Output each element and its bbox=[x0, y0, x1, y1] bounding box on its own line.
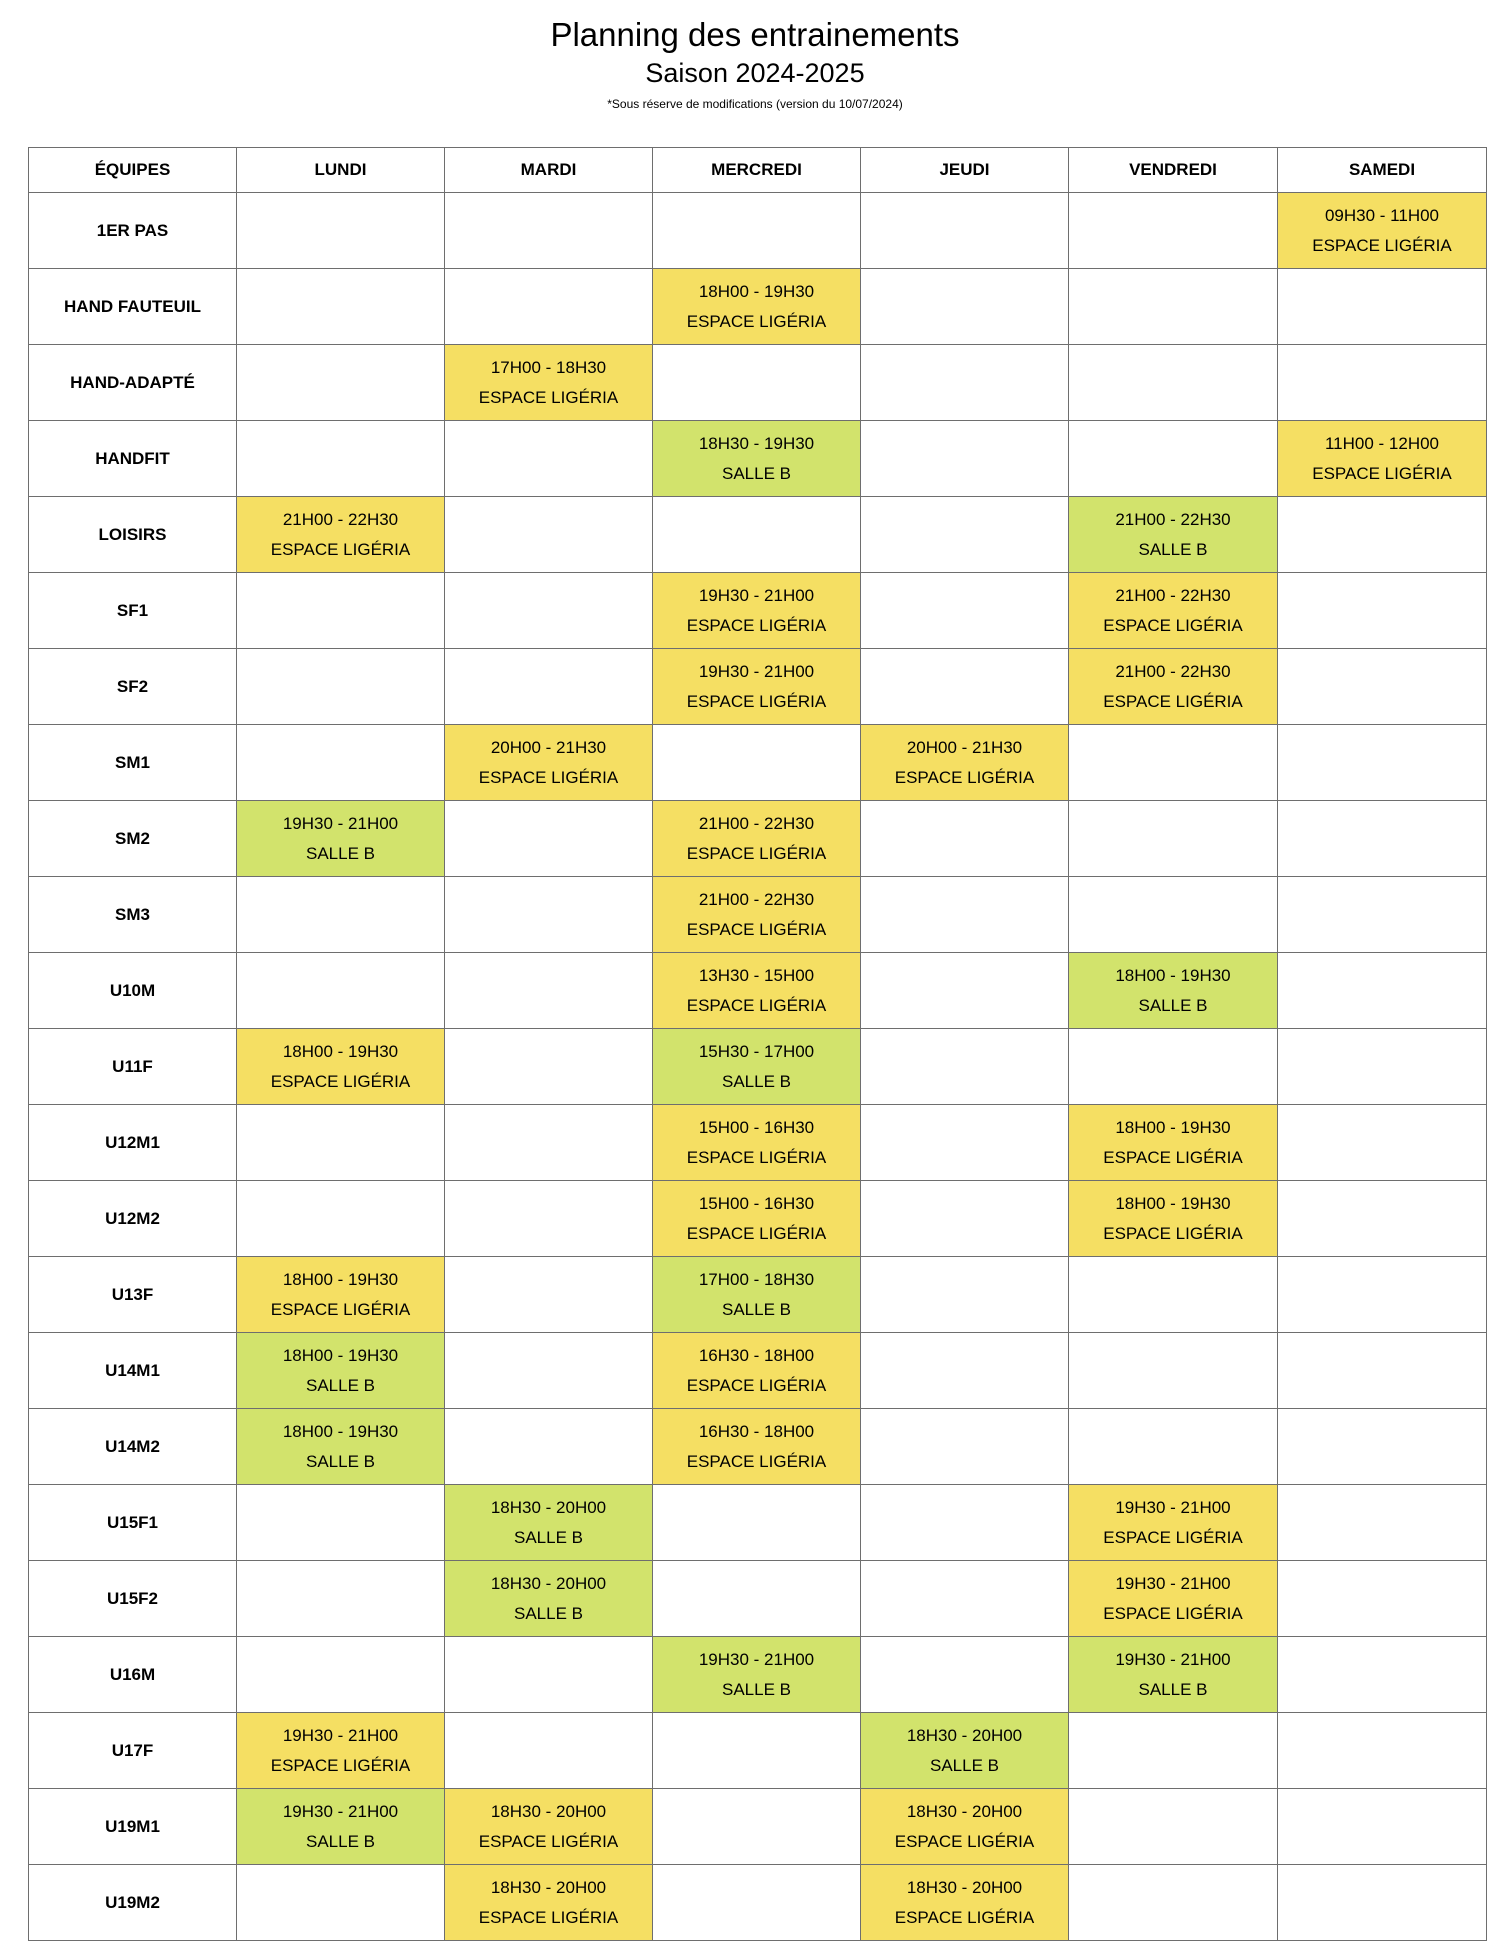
slot-place: SALLE B bbox=[722, 1071, 791, 1091]
training-slot-monday bbox=[237, 1257, 445, 1333]
table-row bbox=[29, 877, 1487, 953]
slot-time: 19H30 - 21H00 bbox=[1115, 1497, 1231, 1517]
slot-time: 21H00 - 22H30 bbox=[698, 813, 815, 833]
slot-time: 09H30 - 11H00 bbox=[1324, 205, 1440, 225]
slot-place: ESPACE LIGÉRIA bbox=[686, 691, 827, 711]
slot-time: 21H00 - 22H30 bbox=[1115, 509, 1231, 529]
empty-cell bbox=[237, 1485, 445, 1561]
slot-time: 18H00 - 19H30 bbox=[282, 1345, 399, 1365]
training-slot-wednesday bbox=[653, 269, 861, 345]
empty-cell bbox=[653, 1561, 861, 1637]
slot-time: 18H00 - 19H30 bbox=[282, 1269, 399, 1289]
training-slot-wednesday bbox=[653, 1333, 861, 1409]
slot-place: SALLE B bbox=[930, 1755, 999, 1775]
empty-cell bbox=[237, 725, 445, 801]
training-slot-wednesday bbox=[653, 953, 861, 1029]
slot-place: ESPACE LIGÉRIA bbox=[686, 1451, 827, 1471]
empty-cell bbox=[861, 1181, 1069, 1257]
empty-cell bbox=[1278, 269, 1487, 345]
team-name: SF1 bbox=[29, 573, 237, 649]
slot-place: ESPACE LIGÉRIA bbox=[270, 1071, 411, 1091]
empty-cell bbox=[1278, 1637, 1487, 1713]
training-slot-saturday bbox=[1278, 421, 1487, 497]
team-name: U12M2 bbox=[29, 1181, 237, 1257]
empty-cell bbox=[1069, 1333, 1278, 1409]
empty-cell bbox=[1278, 1105, 1487, 1181]
empty-cell bbox=[861, 269, 1069, 345]
slot-time: 17H00 - 18H30 bbox=[490, 357, 607, 377]
slot-time: 19H30 - 21H00 bbox=[1115, 1649, 1231, 1669]
table-row bbox=[29, 345, 1487, 421]
table-row bbox=[29, 1333, 1487, 1409]
slot-time: 16H30 - 18H00 bbox=[698, 1345, 815, 1365]
empty-cell bbox=[445, 1637, 653, 1713]
training-slot-friday bbox=[1069, 1637, 1278, 1713]
team-name: U16M bbox=[29, 1637, 237, 1713]
training-slot-wednesday bbox=[653, 421, 861, 497]
column-header-friday: VENDREDI bbox=[1069, 148, 1278, 193]
training-slot-tuesday bbox=[445, 345, 653, 421]
training-slot-monday bbox=[237, 1029, 445, 1105]
slot-place: ESPACE LIGÉRIA bbox=[686, 311, 827, 331]
table-row bbox=[29, 1409, 1487, 1485]
training-slot-monday bbox=[237, 1713, 445, 1789]
disclaimer-note: *Sous réserve de modifications (version du 10/07/2024) bbox=[607, 97, 903, 111]
empty-cell bbox=[1069, 725, 1278, 801]
page-subtitle: Saison 2024-2025 bbox=[645, 58, 865, 88]
table-row bbox=[29, 1561, 1487, 1637]
column-header-thursday: JEUDI bbox=[861, 148, 1069, 193]
training-slot-wednesday bbox=[653, 573, 861, 649]
empty-cell bbox=[1278, 649, 1487, 725]
empty-cell bbox=[1069, 345, 1278, 421]
training-slot-thursday bbox=[861, 1865, 1069, 1941]
empty-cell bbox=[861, 345, 1069, 421]
empty-cell bbox=[1278, 877, 1487, 953]
slot-time: 18H00 - 19H30 bbox=[698, 281, 815, 301]
column-header-teams: ÉQUIPES bbox=[29, 148, 237, 193]
empty-cell bbox=[653, 1713, 861, 1789]
slot-place: SALLE B bbox=[306, 1375, 375, 1395]
training-slot-monday bbox=[237, 1789, 445, 1865]
empty-cell bbox=[1069, 1789, 1278, 1865]
empty-cell bbox=[445, 269, 653, 345]
slot-place: SALLE B bbox=[1138, 995, 1208, 1015]
empty-cell bbox=[861, 421, 1069, 497]
training-slot-wednesday bbox=[653, 1029, 861, 1105]
empty-cell bbox=[237, 1637, 445, 1713]
slot-time: 15H00 - 16H30 bbox=[698, 1193, 815, 1213]
slot-place: SALLE B bbox=[306, 843, 375, 863]
slot-place: ESPACE LIGÉRIA bbox=[1103, 1147, 1243, 1167]
slot-place: ESPACE LIGÉRIA bbox=[686, 919, 827, 939]
team-name: U11F bbox=[29, 1029, 237, 1105]
slot-place: ESPACE LIGÉRIA bbox=[270, 539, 411, 559]
empty-cell bbox=[1278, 1789, 1487, 1865]
table-row bbox=[29, 573, 1487, 649]
team-name: SM1 bbox=[29, 725, 237, 801]
training-slot-wednesday bbox=[653, 877, 861, 953]
slot-time: 19H30 - 21H00 bbox=[282, 1801, 399, 1821]
empty-cell bbox=[1278, 345, 1487, 421]
training-slot-tuesday bbox=[445, 1789, 653, 1865]
empty-cell bbox=[1069, 1257, 1278, 1333]
training-slot-friday bbox=[1069, 1181, 1278, 1257]
slot-time: 21H00 - 22H30 bbox=[1115, 585, 1231, 605]
empty-cell bbox=[861, 649, 1069, 725]
team-name: U14M1 bbox=[29, 1333, 237, 1409]
training-slot-saturday bbox=[1278, 193, 1487, 269]
training-slot-thursday bbox=[861, 1789, 1069, 1865]
team-name: HAND FAUTEUIL bbox=[29, 269, 237, 345]
empty-cell bbox=[445, 1257, 653, 1333]
header-row bbox=[29, 148, 1487, 193]
table-row bbox=[29, 1713, 1487, 1789]
slot-time: 18H00 - 19H30 bbox=[282, 1421, 399, 1441]
slot-time: 17H00 - 18H30 bbox=[698, 1269, 815, 1289]
schedule-body bbox=[29, 193, 1487, 1941]
slot-time: 18H00 - 19H30 bbox=[282, 1041, 399, 1061]
slot-time: 18H30 - 20H00 bbox=[490, 1801, 607, 1821]
slot-time: 19H30 - 21H00 bbox=[1115, 1573, 1231, 1593]
empty-cell bbox=[1278, 1713, 1487, 1789]
empty-cell bbox=[1069, 421, 1278, 497]
slot-time: 18H00 - 19H30 bbox=[1115, 1117, 1231, 1137]
column-header-wednesday: MERCREDI bbox=[653, 148, 861, 193]
empty-cell bbox=[445, 1409, 653, 1485]
slot-time: 21H00 - 22H30 bbox=[1115, 661, 1231, 681]
table-row bbox=[29, 1789, 1487, 1865]
empty-cell bbox=[237, 421, 445, 497]
empty-cell bbox=[861, 801, 1069, 877]
team-name: HAND-ADAPTÉ bbox=[29, 345, 237, 421]
slot-place: ESPACE LIGÉRIA bbox=[270, 1299, 411, 1319]
team-name: U12M1 bbox=[29, 1105, 237, 1181]
team-name: U19M1 bbox=[29, 1789, 237, 1865]
slot-time: 18H30 - 20H00 bbox=[490, 1573, 607, 1593]
training-slot-wednesday bbox=[653, 801, 861, 877]
slot-place: ESPACE LIGÉRIA bbox=[1312, 463, 1452, 483]
slot-place: ESPACE LIGÉRIA bbox=[478, 1907, 619, 1927]
empty-cell bbox=[237, 1561, 445, 1637]
slot-place: ESPACE LIGÉRIA bbox=[686, 1223, 827, 1243]
column-header-tuesday: MARDI bbox=[445, 148, 653, 193]
empty-cell bbox=[237, 1105, 445, 1181]
slot-time: 19H30 - 21H00 bbox=[282, 813, 399, 833]
team-name: 1ER PAS bbox=[29, 193, 237, 269]
table-row bbox=[29, 1865, 1487, 1941]
empty-cell bbox=[445, 193, 653, 269]
column-header-saturday: SAMEDI bbox=[1278, 148, 1487, 193]
slot-place: ESPACE LIGÉRIA bbox=[1103, 1223, 1243, 1243]
empty-cell bbox=[1278, 1181, 1487, 1257]
team-name: U14M2 bbox=[29, 1409, 237, 1485]
team-name: U15F1 bbox=[29, 1485, 237, 1561]
empty-cell bbox=[237, 573, 445, 649]
empty-cell bbox=[237, 1181, 445, 1257]
empty-cell bbox=[1278, 1485, 1487, 1561]
slot-time: 21H00 - 22H30 bbox=[698, 889, 815, 909]
empty-cell bbox=[861, 1105, 1069, 1181]
slot-time: 16H30 - 18H00 bbox=[698, 1421, 815, 1441]
team-name: U13F bbox=[29, 1257, 237, 1333]
slot-place: ESPACE LIGÉRIA bbox=[478, 1831, 619, 1851]
empty-cell bbox=[237, 953, 445, 1029]
slot-place: ESPACE LIGÉRIA bbox=[686, 843, 827, 863]
page-title: Planning des entrainements bbox=[550, 16, 960, 53]
empty-cell bbox=[861, 1257, 1069, 1333]
column-header-monday: LUNDI bbox=[237, 148, 445, 193]
empty-cell bbox=[1069, 1409, 1278, 1485]
empty-cell bbox=[861, 497, 1069, 573]
empty-cell bbox=[1278, 1333, 1487, 1409]
slot-place: ESPACE LIGÉRIA bbox=[686, 615, 827, 635]
table-row bbox=[29, 725, 1487, 801]
empty-cell bbox=[861, 1561, 1069, 1637]
slot-time: 18H30 - 20H00 bbox=[490, 1877, 607, 1897]
slot-place: ESPACE LIGÉRIA bbox=[1103, 691, 1243, 711]
empty-cell bbox=[653, 725, 861, 801]
empty-cell bbox=[237, 1865, 445, 1941]
training-slot-wednesday bbox=[653, 1105, 861, 1181]
training-slot-tuesday bbox=[445, 1561, 653, 1637]
slot-time: 13H30 - 15H00 bbox=[698, 965, 815, 985]
empty-cell bbox=[861, 1333, 1069, 1409]
training-slot-tuesday bbox=[445, 725, 653, 801]
slot-time: 19H30 - 21H00 bbox=[282, 1725, 399, 1745]
empty-cell bbox=[445, 573, 653, 649]
slot-time: 19H30 - 21H00 bbox=[698, 661, 815, 681]
training-slot-monday bbox=[237, 801, 445, 877]
slot-time: 18H30 - 20H00 bbox=[906, 1725, 1023, 1745]
empty-cell bbox=[1069, 1029, 1278, 1105]
table-row bbox=[29, 801, 1487, 877]
slot-time: 19H30 - 21H00 bbox=[698, 585, 815, 605]
empty-cell bbox=[1278, 1029, 1487, 1105]
slot-time: 11H00 - 12H00 bbox=[1324, 433, 1440, 453]
table-row bbox=[29, 1181, 1487, 1257]
slot-place: ESPACE LIGÉRIA bbox=[686, 1375, 827, 1395]
table-row bbox=[29, 649, 1487, 725]
table-row bbox=[29, 1485, 1487, 1561]
slot-time: 15H30 - 17H00 bbox=[698, 1041, 815, 1061]
empty-cell bbox=[653, 193, 861, 269]
empty-cell bbox=[861, 573, 1069, 649]
empty-cell bbox=[1278, 1409, 1487, 1485]
training-slot-wednesday bbox=[653, 649, 861, 725]
training-slot-friday bbox=[1069, 1561, 1278, 1637]
slot-place: ESPACE LIGÉRIA bbox=[478, 767, 619, 787]
training-slot-friday bbox=[1069, 573, 1278, 649]
training-slot-monday bbox=[237, 497, 445, 573]
slot-time: 21H00 - 22H30 bbox=[282, 509, 399, 529]
empty-cell bbox=[1278, 573, 1487, 649]
slot-place: SALLE B bbox=[1138, 539, 1208, 559]
team-name: SM3 bbox=[29, 877, 237, 953]
empty-cell bbox=[861, 953, 1069, 1029]
empty-cell bbox=[1278, 1257, 1487, 1333]
empty-cell bbox=[445, 1105, 653, 1181]
slot-place: SALLE B bbox=[306, 1451, 375, 1471]
empty-cell bbox=[237, 193, 445, 269]
schedule-table bbox=[28, 147, 1487, 1941]
slot-place: ESPACE LIGÉRIA bbox=[894, 1907, 1035, 1927]
slot-place: SALLE B bbox=[514, 1527, 583, 1547]
empty-cell bbox=[1069, 193, 1278, 269]
empty-cell bbox=[445, 1181, 653, 1257]
training-slot-monday bbox=[237, 1333, 445, 1409]
slot-time: 15H00 - 16H30 bbox=[698, 1117, 815, 1137]
empty-cell bbox=[653, 1789, 861, 1865]
slot-place: SALLE B bbox=[722, 1679, 791, 1699]
empty-cell bbox=[861, 193, 1069, 269]
empty-cell bbox=[1069, 269, 1278, 345]
training-slot-thursday bbox=[861, 725, 1069, 801]
empty-cell bbox=[237, 649, 445, 725]
slot-time: 18H30 - 20H00 bbox=[906, 1877, 1023, 1897]
empty-cell bbox=[1278, 1865, 1487, 1941]
team-name: U19M2 bbox=[29, 1865, 237, 1941]
team-name: HANDFIT bbox=[29, 421, 237, 497]
training-slot-wednesday bbox=[653, 1181, 861, 1257]
slot-place: ESPACE LIGÉRIA bbox=[686, 1147, 827, 1167]
training-slot-tuesday bbox=[445, 1485, 653, 1561]
slot-time: 18H30 - 19H30 bbox=[698, 433, 815, 453]
slot-place: ESPACE LIGÉRIA bbox=[894, 1831, 1035, 1851]
training-slot-thursday bbox=[861, 1713, 1069, 1789]
empty-cell bbox=[445, 801, 653, 877]
table-row bbox=[29, 1105, 1487, 1181]
slot-place: ESPACE LIGÉRIA bbox=[1103, 1603, 1243, 1623]
empty-cell bbox=[1278, 801, 1487, 877]
slot-place: ESPACE LIGÉRIA bbox=[478, 387, 619, 407]
training-slot-friday bbox=[1069, 497, 1278, 573]
table-row bbox=[29, 269, 1487, 345]
empty-cell bbox=[445, 1333, 653, 1409]
empty-cell bbox=[653, 1485, 861, 1561]
slot-place: SALLE B bbox=[722, 1299, 791, 1319]
slot-place: ESPACE LIGÉRIA bbox=[270, 1755, 411, 1775]
empty-cell bbox=[861, 1485, 1069, 1561]
team-name: U15F2 bbox=[29, 1561, 237, 1637]
empty-cell bbox=[653, 345, 861, 421]
training-slot-wednesday bbox=[653, 1409, 861, 1485]
training-slot-wednesday bbox=[653, 1257, 861, 1333]
slot-place: ESPACE LIGÉRIA bbox=[1103, 1527, 1243, 1547]
table-row bbox=[29, 193, 1487, 269]
empty-cell bbox=[861, 1409, 1069, 1485]
table-row bbox=[29, 497, 1487, 573]
slot-place: ESPACE LIGÉRIA bbox=[1312, 235, 1452, 255]
empty-cell bbox=[1069, 1865, 1278, 1941]
table-row bbox=[29, 421, 1487, 497]
empty-cell bbox=[445, 649, 653, 725]
empty-cell bbox=[1278, 1561, 1487, 1637]
empty-cell bbox=[445, 421, 653, 497]
empty-cell bbox=[445, 497, 653, 573]
empty-cell bbox=[237, 345, 445, 421]
table-row bbox=[29, 1029, 1487, 1105]
slot-time: 19H30 - 21H00 bbox=[698, 1649, 815, 1669]
slot-time: 20H00 - 21H30 bbox=[490, 737, 607, 757]
team-name: SM2 bbox=[29, 801, 237, 877]
training-slot-friday bbox=[1069, 649, 1278, 725]
empty-cell bbox=[861, 1029, 1069, 1105]
training-slot-monday bbox=[237, 1409, 445, 1485]
empty-cell bbox=[653, 497, 861, 573]
empty-cell bbox=[653, 1865, 861, 1941]
training-slot-tuesday bbox=[445, 1865, 653, 1941]
team-name: LOISIRS bbox=[29, 497, 237, 573]
slot-place: SALLE B bbox=[722, 463, 791, 483]
empty-cell bbox=[237, 877, 445, 953]
empty-cell bbox=[1069, 1713, 1278, 1789]
slot-place: SALLE B bbox=[306, 1831, 375, 1851]
slot-place: ESPACE LIGÉRIA bbox=[1103, 615, 1243, 635]
slot-time: 18H30 - 20H00 bbox=[490, 1497, 607, 1517]
slot-place: ESPACE LIGÉRIA bbox=[894, 767, 1035, 787]
training-slot-wednesday bbox=[653, 1637, 861, 1713]
table-row bbox=[29, 953, 1487, 1029]
training-slot-friday bbox=[1069, 953, 1278, 1029]
slot-time: 18H30 - 20H00 bbox=[906, 1801, 1023, 1821]
table-row bbox=[29, 1637, 1487, 1713]
empty-cell bbox=[1278, 953, 1487, 1029]
empty-cell bbox=[445, 953, 653, 1029]
slot-place: ESPACE LIGÉRIA bbox=[686, 995, 827, 1015]
training-slot-friday bbox=[1069, 1105, 1278, 1181]
slot-place: SALLE B bbox=[514, 1603, 583, 1623]
slot-time: 20H00 - 21H30 bbox=[906, 737, 1023, 757]
team-name: SF2 bbox=[29, 649, 237, 725]
empty-cell bbox=[1278, 725, 1487, 801]
team-name: U10M bbox=[29, 953, 237, 1029]
empty-cell bbox=[861, 877, 1069, 953]
empty-cell bbox=[861, 1637, 1069, 1713]
empty-cell bbox=[445, 1029, 653, 1105]
empty-cell bbox=[1069, 801, 1278, 877]
empty-cell bbox=[1278, 497, 1487, 573]
team-name: U17F bbox=[29, 1713, 237, 1789]
training-slot-friday bbox=[1069, 1485, 1278, 1561]
slot-time: 18H00 - 19H30 bbox=[1115, 1193, 1231, 1213]
slot-time: 18H00 - 19H30 bbox=[1115, 965, 1231, 985]
empty-cell bbox=[445, 1713, 653, 1789]
table-row bbox=[29, 1257, 1487, 1333]
slot-place: SALLE B bbox=[1138, 1679, 1208, 1699]
empty-cell bbox=[1069, 877, 1278, 953]
empty-cell bbox=[237, 269, 445, 345]
empty-cell bbox=[445, 877, 653, 953]
